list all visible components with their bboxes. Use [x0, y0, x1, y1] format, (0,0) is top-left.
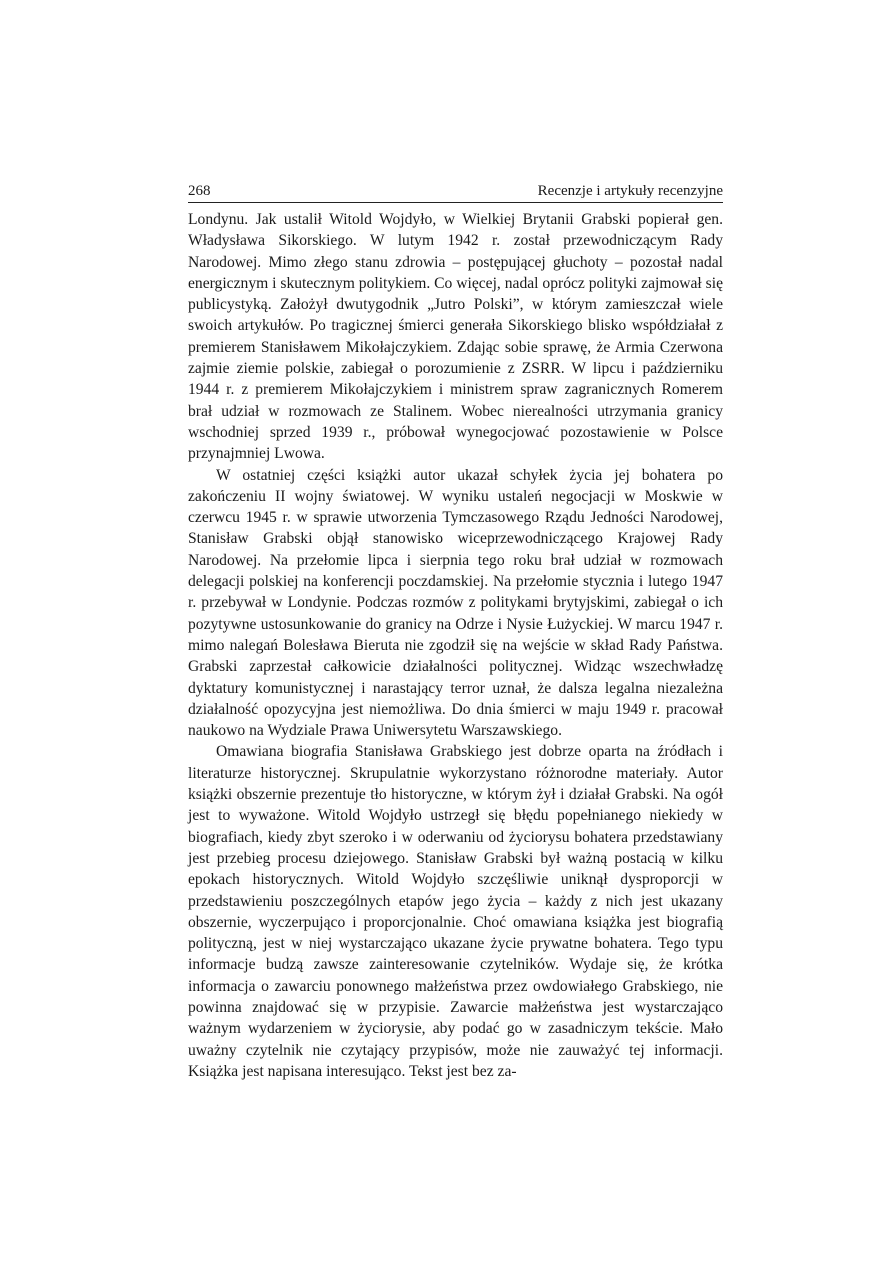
paragraph: W ostatniej części książki autor ukazał schyłek życia jej bohatera po zakończeniu II wojny światowej. W wyniku ustaleń negocjacji w Moskwie w czerwcu 1945 r. w sprawie utworzenia Tymczasowego Rządu Jedności Narodowej, Stanisław Grabski objął stanowisko wiceprzewodniczącego Krajowej Rady Narodowej. Na przełomie lipca i sierpnia tego roku brał udział w rozmowach delegacji polskiej na konferencji poczdamskiej. Na przełomie stycznia i lutego 1947 r. przebywał w Londynie. Podczas rozmów z politykami brytyjskimi, zabiegał o ich pozytywne ustosunkowanie do granicy na Odrze i Nysie Łużyckiej. W marcu 1947 r. mimo nalegań Bolesława Bieruta nie zgodził się na wejście w skład Rady Państwa. Grabski zaprzestał całkowicie działalności politycznej. Widząc wszechwładzę dyktatury komunistycznej i narastający terror uznał, że dalsza legalna niezależna działalność opozycyjna jest niemożliwa. Do dnia śmierci w maju 1949 r. pracował naukowo na Wydziale Prawa Uniwersytetu Warszawskiego.	[188, 466, 723, 740]
paragraph: Londynu. Jak ustalił Witold Wojdyło, w Wielkiej Brytanii Grabski popierał gen. Władysława Sikorskiego. W lutym 1942 r. został przewodniczącym Rady Narodowej. Mimo złego stanu zdrowia – postępującej głuchoty – pozostał nadal energicznym i skutecznym politykiem. Co więcej, nadal oprócz polityki zajmował się publicystyką. Założył dwutygodnik „Jutro Polski”, w którym zamieszczał wiele swoich artykułów. Po tragicznej śmierci generała Sikorskiego blisko współdziałał z premierem Stanisławem Mikołajczykiem. Zdając sobie sprawę, że Armia Czerwona zajmie ziemie polskie, zabiegał o porozumienie z ZSRR. W lipcu i październiku 1944 r. z premierem Mikołajczykiem i ministrem spraw zagranicznych Romerem brał udział w rozmowach ze Stalinem. Wobec nierealności utrzymania granicy wschodniej sprzed 1939 r., próbował wynegocjować pozostawienie w Polsce przynajmniej Lwowa.	[188, 211, 723, 463]
page-number: 268	[188, 183, 211, 199]
document-page	[188, 183, 723, 1082]
paragraph: Omawiana biografia Stanisława Grabskiego jest dobrze oparta na źródłach i literaturze historycznej. Skrupulatnie wykorzystano różnorodne materiały. Autor książki obszernie prezentuje tło historyczne, w którym żył i działał Grabski. Na ogół jest to wyważone. Witold Wojdyło ustrzegł się błędu popełnianego niekiedy w biografiach, kiedy zbyt szeroko i w oderwaniu od życiorysu bohatera przedstawiany jest przebieg procesu dziejowego. Stanisław Grabski był ważną postacią w kilku epokach historycznych. Witold Wojdyło szczęśliwie uniknął dysproporcji w przedstawieniu poszczególnych etapów jego życia – każdy z nich jest ukazany obszernie, wyczerpująco i proporcjonalnie. Choć omawiana książka jest biografią polityczną, jest w niej wystarczająco ukazane życie prywatne bohatera. Tego typu informacje budzą zawsze zainteresowanie czytelników. Wydaje się, że krótka informacja o zawarciu ponownego małżeństwa przez owdowiałego Grabskiego, nie powinna znajdować się w przypisie. Zawarcie małżeństwa jest wystarczająco ważnym wydarzeniem w życiorysie, aby podać go w zasadniczym tekście. Mało uważny czytelnik nie czytający przypisów, może nie zauważyć tej informacji. Książka jest napisana interesująco. Tekst jest bez za-	[188, 743, 723, 1080]
article-body	[188, 209, 723, 1082]
running-header	[188, 183, 723, 203]
running-title: Recenzje i artykuły recenzyjne	[537, 183, 723, 199]
